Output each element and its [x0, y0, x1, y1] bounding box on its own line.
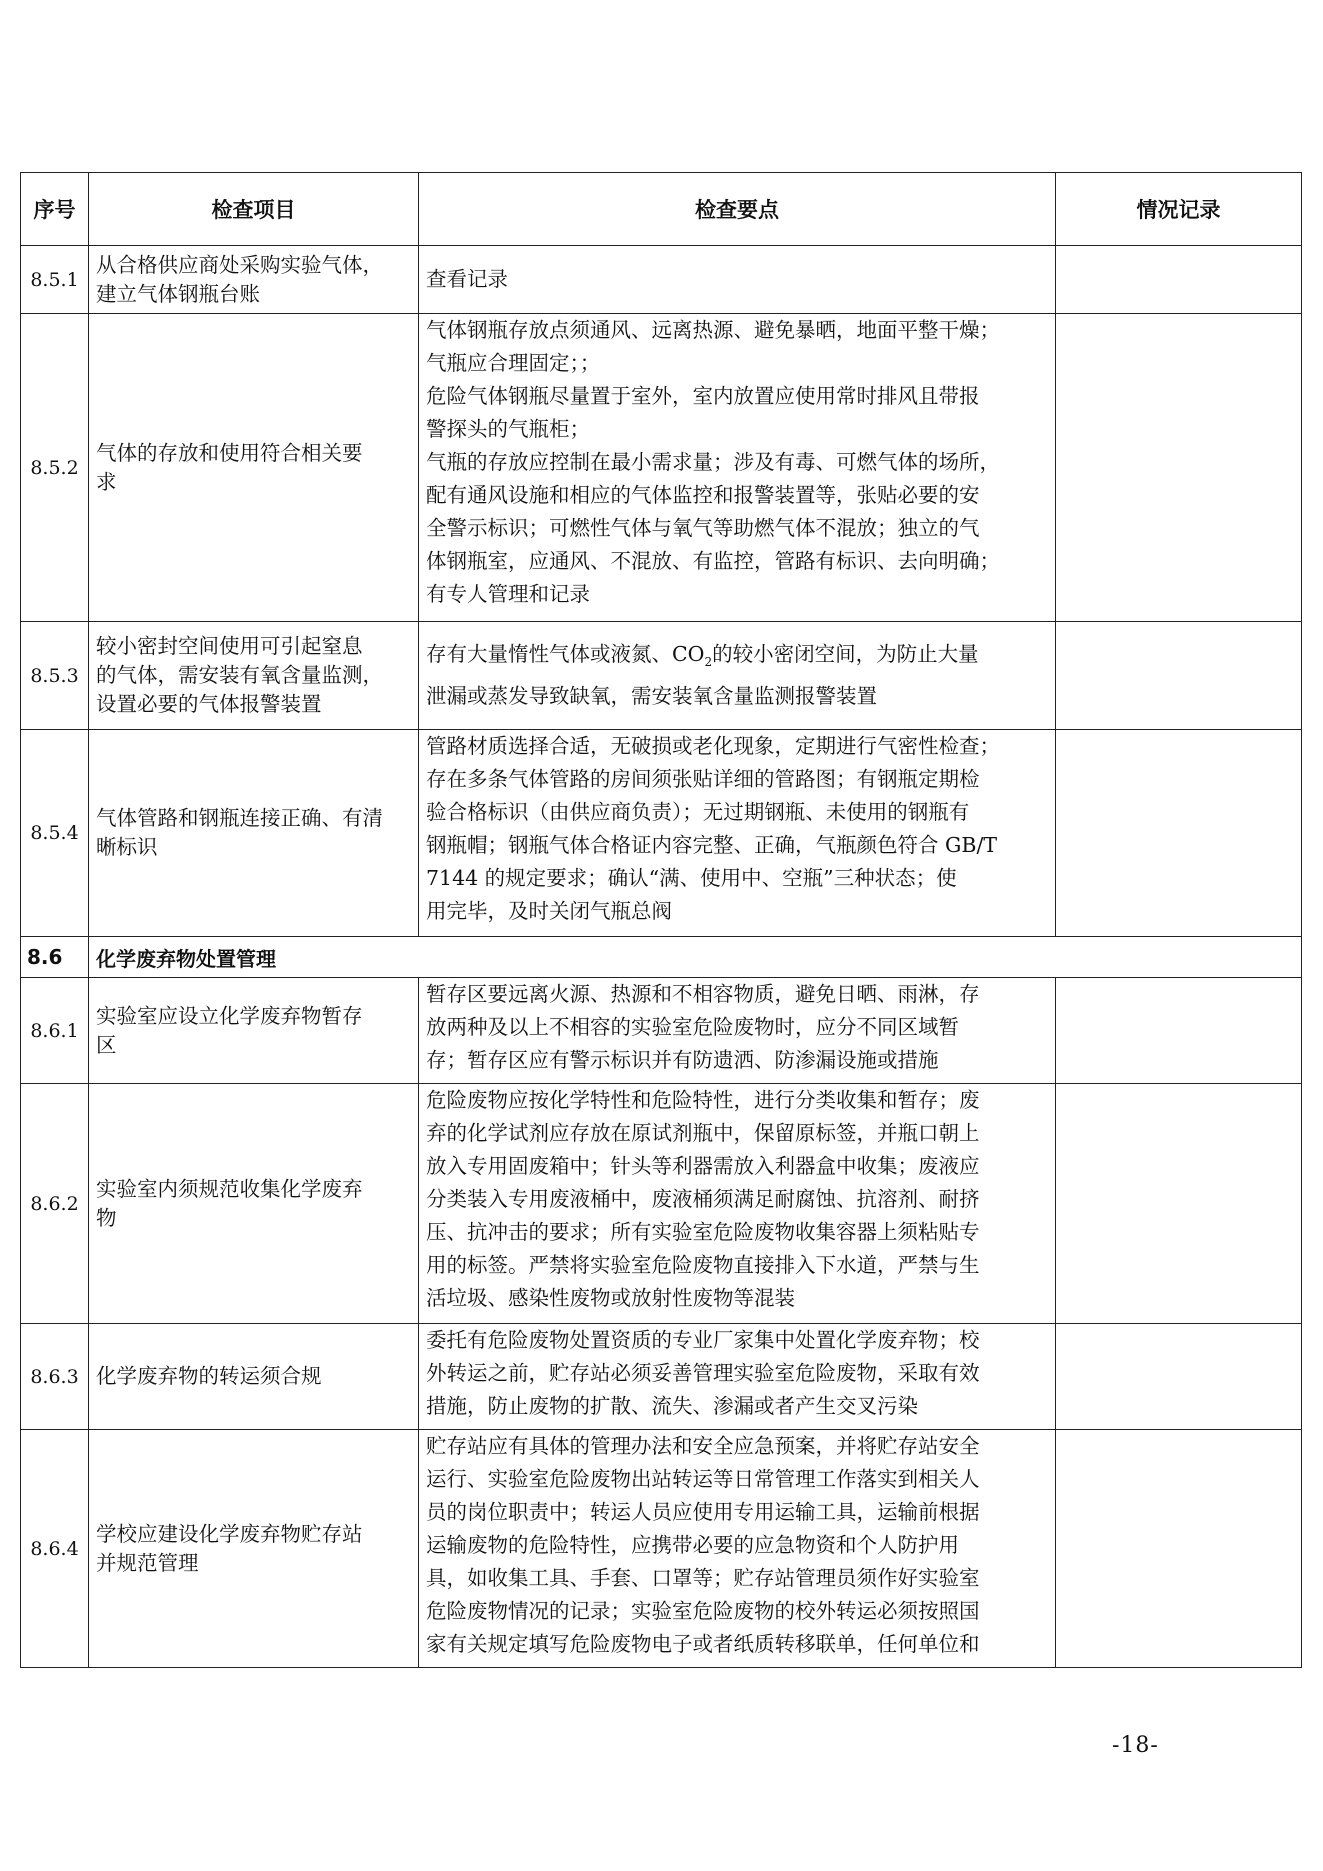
- subscript-2: 2: [704, 655, 713, 670]
- table-header-row: [21, 173, 1302, 246]
- item-line: 建立气体钢瓶台账: [96, 281, 260, 306]
- row-seq: 8.6.4: [21, 1430, 89, 1668]
- header-item: 检查项目: [89, 173, 419, 246]
- row-record[interactable]: [1056, 1430, 1302, 1668]
- row-points: [419, 730, 1056, 937]
- row-item: [89, 730, 419, 937]
- item-line: 实验室应设立化学废弃物暂存: [96, 1003, 363, 1028]
- points-line: 有专人管理和记录: [426, 582, 590, 606]
- points-line: 分类装入专用废液桶中，废液桶须满足耐腐蚀、抗溶剂、耐挤: [426, 1187, 980, 1211]
- row-item: [89, 978, 419, 1084]
- points-line: 员的岗位职责中；转运人员应使用专用运输工具，运输前根据: [426, 1500, 980, 1524]
- item-line: 求: [96, 469, 117, 494]
- table-row: [21, 1324, 1302, 1430]
- points-line: 运输废物的危险特性，应携带必要的应急物资和个人防护用: [426, 1533, 959, 1557]
- points-line: 管路材质选择合适，无破损或老化现象，定期进行气密性检查；: [426, 734, 1000, 758]
- table-row: [21, 622, 1302, 730]
- points-line: 外转运之前，贮存站必须妥善管理实验室危险废物，采取有效: [426, 1361, 980, 1385]
- points-line: 贮存站应有具体的管理办法和安全应急预案，并将贮存站安全: [426, 1434, 980, 1458]
- row-item: [89, 1084, 419, 1324]
- points-line: 措施，防止废物的扩散、流失、渗漏或者产生交叉污染: [426, 1394, 918, 1418]
- points-text: 的较小密闭空间，为防止大量: [712, 642, 979, 667]
- table-row: [21, 1084, 1302, 1324]
- row-points: [419, 246, 1056, 314]
- points-line: 危险气体钢瓶尽量置于室外，室内放置应使用常时排风且带报: [426, 384, 980, 408]
- points-line: 全警示标识；可燃性气体与氧气等助燃气体不混放；独立的气: [426, 516, 980, 540]
- row-record[interactable]: [1056, 622, 1302, 730]
- points-line: [426, 638, 1051, 679]
- row-points: [419, 1430, 1056, 1668]
- row-points: [419, 978, 1056, 1084]
- row-seq: 8.5.2: [21, 314, 89, 622]
- row-points: [419, 1084, 1056, 1324]
- table-row: [21, 314, 1302, 622]
- row-points: [419, 314, 1056, 622]
- points-line: 气瓶应合理固定；；: [426, 351, 601, 375]
- points-line: 泄漏或蒸发导致缺氧，需安装氧含量监测报警装置: [426, 683, 877, 708]
- row-points: [419, 1324, 1056, 1430]
- table-row: [21, 1430, 1302, 1668]
- points-line: 活垃圾、感染性废物或放射性废物等混装: [426, 1286, 795, 1310]
- row-record[interactable]: [1056, 1084, 1302, 1324]
- points-line: 危险废物应按化学特性和危险特性，进行分类收集和暂存；废: [426, 1088, 980, 1112]
- points-line: 气体钢瓶存放点须通风、远离热源、避免暴晒，地面平整干燥；: [426, 318, 1000, 342]
- points-line: 警探头的气瓶柜；: [426, 417, 590, 441]
- item-line: 气体的存放和使用符合相关要: [96, 440, 363, 465]
- row-item: [89, 1324, 419, 1430]
- section-row: [21, 937, 1302, 978]
- header-points: 检查要点: [419, 173, 1056, 246]
- row-points: [419, 622, 1056, 730]
- item-line: 学校应建设化学废弃物贮存站: [96, 1521, 363, 1546]
- item-line: 的气体，需安装有氧含量监测，: [96, 663, 383, 687]
- points-line: 运行、实验室危险废物出站转运等日常管理工作落实到相关人: [426, 1467, 980, 1491]
- row-seq: 8.6.2: [21, 1084, 89, 1324]
- row-item: [89, 246, 419, 314]
- item-line: 较小密封空间使用可引起窒息: [96, 634, 363, 658]
- row-seq: 8.6.1: [21, 978, 89, 1084]
- points-line: 放入专用固废箱中；针头等利器需放入利器盒中收集；废液应: [426, 1154, 980, 1178]
- row-seq: 8.5.3: [21, 622, 89, 730]
- points-line: 压、抗冲击的要求；所有实验室危险废物收集容器上须粘贴专: [426, 1220, 980, 1244]
- item-line: 物: [96, 1205, 117, 1230]
- inspection-table: [20, 172, 1302, 1668]
- points-line: 存；暂存区应有警示标识并有防遗洒、防渗漏设施或措施: [426, 1048, 939, 1072]
- points-line: 家有关规定填写危险废物电子或者纸质转移联单，任何单位和: [426, 1632, 980, 1656]
- points-line: 危险废物情况的记录；实验室危险废物的校外转运必须按照国: [426, 1599, 980, 1623]
- item-line: 化学废弃物的转运须合规: [96, 1364, 322, 1388]
- row-seq: 8.5.4: [21, 730, 89, 937]
- points-line: 暂存区要远离火源、热源和不相容物质，避免日晒、雨淋，存: [426, 982, 980, 1006]
- row-seq: 8.6.3: [21, 1324, 89, 1430]
- points-line: 气瓶的存放应控制在最小需求量；涉及有毒、可燃气体的场所，: [426, 450, 1000, 474]
- points-text: 存有大量惰性气体或液氮、CO: [426, 642, 705, 667]
- page-number: -18-: [1112, 1733, 1159, 1758]
- item-line: 实验室内须规范收集化学废弃: [96, 1176, 363, 1201]
- points-line: 存在多条气体管路的房间须张贴详细的管路图；有钢瓶定期检: [426, 767, 980, 791]
- points-line: 7144 的规定要求；确认“满、使用中、空瓶”三种状态；使: [426, 866, 957, 890]
- table-row: [21, 730, 1302, 937]
- section-seq: 8.6: [21, 937, 89, 978]
- row-record[interactable]: [1056, 730, 1302, 937]
- points-line: 配有通风设施和相应的气体监控和报警装置等，张贴必要的安: [426, 483, 980, 507]
- points-line: 用的标签。严禁将实验室危险废物直接排入下水道，严禁与生: [426, 1253, 980, 1277]
- points-line: 查看记录: [426, 267, 508, 291]
- row-record[interactable]: [1056, 246, 1302, 314]
- points-line: 放两种及以上不相容的实验室危险废物时，应分不同区域暂: [426, 1015, 959, 1039]
- row-record[interactable]: [1056, 978, 1302, 1084]
- table-row: [21, 246, 1302, 314]
- points-line: 验合格标识（由供应商负责）；无过期钢瓶、未使用的钢瓶有: [426, 800, 970, 824]
- points-line: 委托有危险废物处置资质的专业厂家集中处置化学废弃物；校: [426, 1328, 980, 1352]
- row-item: [89, 1430, 419, 1668]
- item-line: 并规范管理: [96, 1550, 199, 1575]
- header-record: 情况记录: [1056, 173, 1302, 246]
- points-line: 具，如收集工具、手套、口罩等；贮存站管理员须作好实验室: [426, 1566, 980, 1590]
- points-line: 体钢瓶室，应通风、不混放、有监控，管路有标识、去向明确；: [426, 549, 1000, 573]
- item-line: 晰标识: [96, 835, 158, 859]
- points-line: 弃的化学试剂应存放在原试剂瓶中，保留原标签，并瓶口朝上: [426, 1121, 980, 1145]
- table-row: [21, 978, 1302, 1084]
- row-item: [89, 314, 419, 622]
- item-line: 从合格供应商处采购实验气体，: [96, 252, 383, 277]
- row-record[interactable]: [1056, 314, 1302, 622]
- section-title: 化学废弃物处置管理: [89, 937, 1302, 978]
- item-line: 设置必要的气体报警装置: [96, 692, 322, 716]
- row-seq: 8.5.1: [21, 246, 89, 314]
- points-line: 用完毕，及时关闭气瓶总阀: [426, 899, 672, 923]
- item-line: 区: [96, 1032, 117, 1057]
- row-item: [89, 622, 419, 730]
- row-record[interactable]: [1056, 1324, 1302, 1430]
- item-line: 气体管路和钢瓶连接正确、有清: [96, 806, 383, 830]
- points-line: 钢瓶帽；钢瓶气体合格证内容完整、正确，气瓶颜色符合 GB/T: [426, 833, 998, 857]
- header-seq: 序号: [21, 173, 89, 246]
